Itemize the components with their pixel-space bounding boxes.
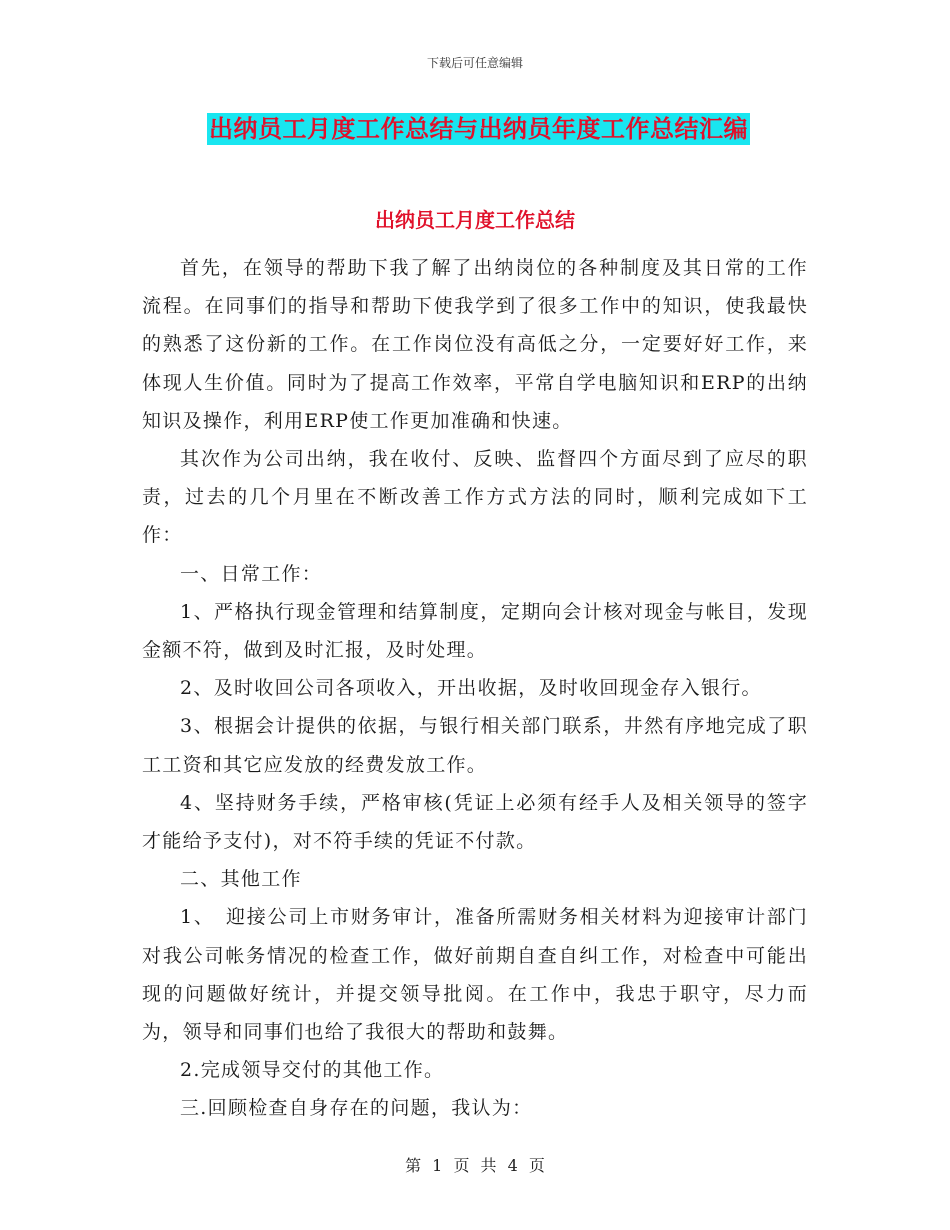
- paragraph: 三.回顾检查自身存在的问题，我认为：: [180, 1097, 533, 1120]
- paragraph: 1、 迎接公司上市财务审计，准备所需财务相关材料为迎接审计部门对我公司帐务情况的检查工作，做好前期自查自纠工作，对检查中可能出现的问题做好统计，并提交领导批阅。在工作中，我忠于职守，尽力而为，领导和同事们也给了我很大的帮助和鼓舞。: [142, 906, 808, 1044]
- paragraph: 一、日常工作：: [180, 562, 323, 585]
- paragraph: 首先，在领导的帮助下我了解了出纳岗位的各种制度及其日常的工作流程。在同事们的指导和帮助下使我学到了很多工作中的知识，使我最快的熟悉了这份新的工作。在工作岗位没有高低之分，一定要好好工作，来体现人生价值。同时为了提高工作效率，平常自学电脑知识和ERP的出纳知识及操作，利用ERP使工作更加准确和快速。: [142, 257, 808, 432]
- document-title: 出纳员工月度工作总结与出纳员年度工作总结汇编: [209, 115, 748, 143]
- paragraph: 2.完成领导交付的其他工作。: [180, 1059, 445, 1082]
- paragraph: 1、严格执行现金管理和结算制度，定期向会计核对现金与帐目，发现金额不符，做到及时汇报，及时处理。: [142, 600, 808, 662]
- paragraph: 4、坚持财务手续，严格审核(凭证上必须有经手人及相关领导的签字才能给予支付)，对不符手续的凭证不付款。: [142, 791, 808, 853]
- paragraph: 二、其他工作: [180, 868, 302, 891]
- paragraph: 2、及时收回公司各项收入，开出收据，及时收回现金存入银行。: [180, 677, 762, 700]
- paragraph: 其次作为公司出纳，我在收付、反映、监督四个方面尽到了应尽的职责，过去的几个月里在不断改善工作方式方法的同时，顺利完成如下工作：: [142, 448, 808, 547]
- section-title: 出纳员工月度工作总结: [375, 208, 575, 232]
- header-note: 下载后可任意编辑: [426, 56, 523, 70]
- document-body: [142, 249, 808, 1128]
- paragraph: 3、根据会计提供的依据，与银行相关部门联系，井然有序地完成了职工工资和其它应发放的经费发放工作。: [142, 715, 808, 776]
- page-footer: 第 1 页 共 4 页: [405, 1156, 545, 1175]
